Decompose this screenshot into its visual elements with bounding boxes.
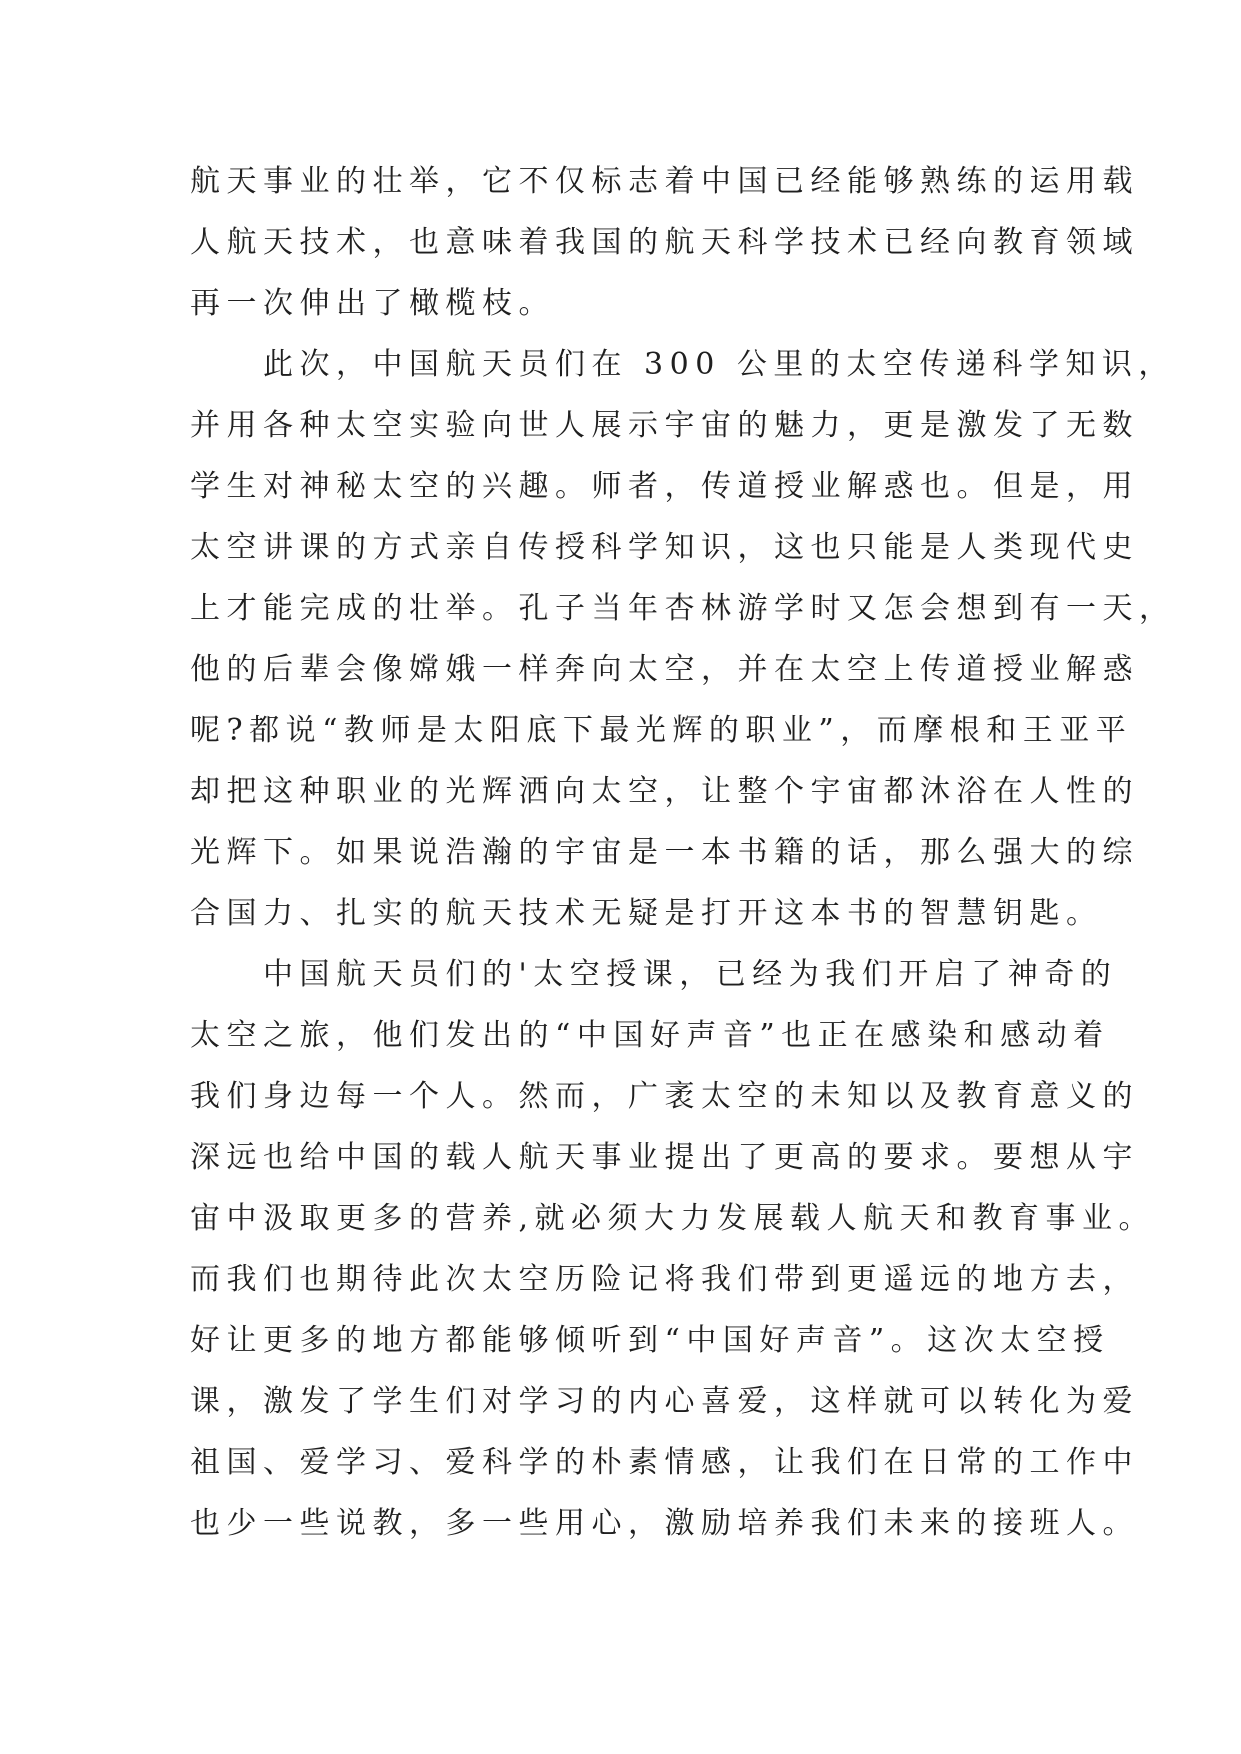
- text-line: 并用各种太空实验向世人展示宇宙的魅力，更是激发了无数: [190, 408, 1139, 443]
- text-line: 上才能完成的壮举。孔子当年杏林游学时又怎会想到有一天，: [190, 591, 1176, 626]
- text-line: 航天事业的壮举，它不仅标志着中国已经能够熟练的运用载: [190, 164, 1139, 199]
- text-line: 课，激发了学生们对学习的内心喜爱，这样就可以转化为爱: [190, 1384, 1139, 1419]
- text-line: 也少一些说教，多一些用心，激励培养我们未来的接班人。: [190, 1506, 1139, 1541]
- text-line: 光辉下。如果说浩瀚的宇宙是一本书籍的话，那么强大的综: [190, 835, 1139, 870]
- text-line: 而我们也期待此次太空历险记将我们带到更遥远的地方去，: [190, 1262, 1139, 1297]
- text-line: 学生对神秘太空的兴趣。师者，传道授业解惑也。但是，用: [190, 469, 1139, 504]
- text-line: 祖国、爱学习、爱科学的朴素情感，让我们在日常的工作中: [190, 1445, 1139, 1480]
- text-line: 深远也给中国的载人航天事业提出了更高的要求。要想从宇: [190, 1140, 1139, 1175]
- paragraph-3: [190, 944, 1156, 1554]
- text-line: 再一次伸出了橄榄枝。: [190, 286, 555, 321]
- text-line: 太空讲课的方式亲自传授科学知识，这也只能是人类现代史: [190, 530, 1139, 565]
- text-line: 却把这种职业的光辉洒向太空，让整个宇宙都沐浴在人性的: [190, 774, 1139, 809]
- text-line: 人航天技术，也意味着我国的航天科学技术已经向教育领域: [190, 225, 1139, 260]
- document-body: [190, 151, 1176, 1554]
- text-line: 中国航天员们的'太空授课，已经为我们开启了神奇的: [263, 957, 1118, 992]
- text-line: 合国力、扎实的航天技术无疑是打开这本书的智慧钥匙。: [190, 896, 1103, 931]
- text-line: 呢?都说“教师是太阳底下最光辉的职业”，而摩根和王亚平: [190, 713, 1133, 748]
- paragraph-2: [190, 334, 1176, 944]
- text-line: 他的后辈会像嫦娥一样奔向太空，并在太空上传道授业解惑: [190, 652, 1139, 687]
- paragraph-1: [190, 151, 1139, 334]
- text-line: 我们身边每一个人。然而，广袤太空的未知以及教育意义的: [190, 1079, 1139, 1114]
- text-line: 宙中汲取更多的营养,就必须大力发展载人航天和教育事业。: [190, 1201, 1156, 1236]
- text-line: 太空之旅，他们发出的“中国好声音”也正在感染和感动着: [190, 1018, 1110, 1053]
- text-line: 好让更多的地方都能够倾听到“中国好声音”。这次太空授: [190, 1323, 1110, 1358]
- text-line: 此次，中国航天员们在 300 公里的太空传递科学知识，: [263, 347, 1175, 382]
